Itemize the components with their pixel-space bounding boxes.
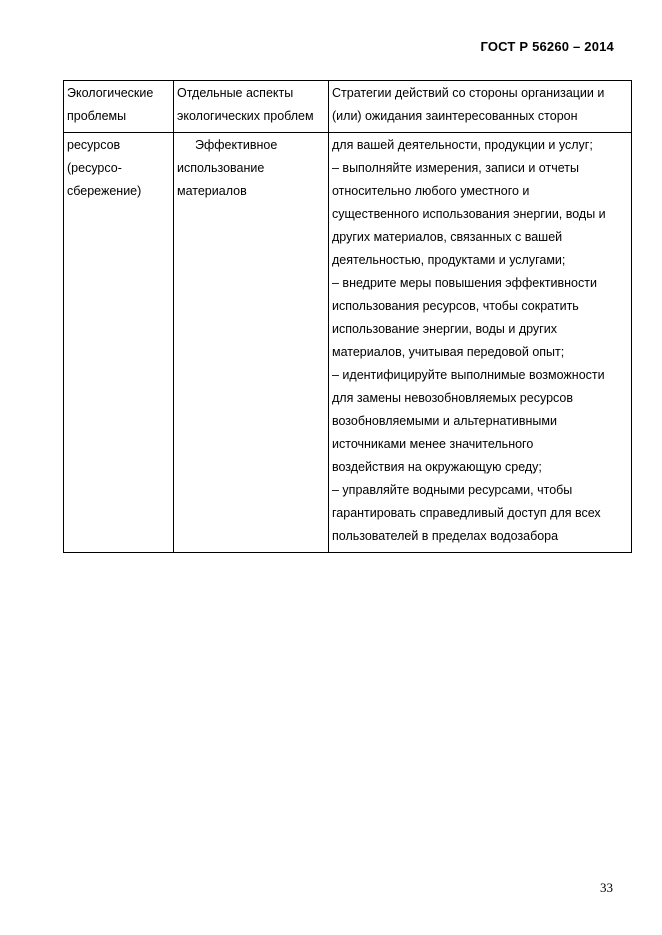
header-cell-line: экологических проблем [177, 109, 314, 123]
header-cell-line: Экологические [67, 86, 154, 100]
header-cell-environmental-issues [64, 81, 174, 133]
header-cell-issue-aspects [174, 81, 329, 133]
header-cell-line: (или) ожидания заинтересованных сторон [332, 109, 578, 123]
strategy-line: – управляйте водными ресурсами, чтобы [332, 483, 573, 497]
body-cell-line: сбережение) [67, 184, 142, 198]
strategy-line: деятельностью, продуктами и услугами; [332, 253, 566, 267]
strategy-line: гарантировать справедливый доступ для всех [332, 506, 601, 520]
page-number: 33 [600, 880, 613, 895]
strategy-line: – внедрите меры повышения эффективности [332, 276, 597, 290]
body-cell-line: ресурсов [67, 138, 121, 152]
body-cell-aspect [174, 133, 329, 553]
environmental-issues-table [63, 80, 632, 553]
strategy-line: для вашей деятельности, продукции и услуг; [332, 138, 593, 152]
strategy-line: для замены невозобновляемых ресурсов [332, 391, 574, 405]
strategy-line: использование энергии, воды и других [332, 322, 557, 336]
header-cell-line: проблемы [67, 109, 127, 123]
body-cell-issue [64, 133, 174, 553]
table-header-row [64, 81, 632, 133]
strategy-line: – выполняйте измерения, записи и отчеты [332, 161, 579, 175]
strategy-line: материалов, учитывая передовой опыт; [332, 345, 565, 359]
strategy-line: существенного использования энергии, воды и [332, 207, 606, 221]
strategy-line: источниками менее значительного [332, 437, 534, 451]
strategy-line: относительно любого уместного и [332, 184, 530, 198]
body-cell-strategies [329, 133, 632, 553]
header-cell-line: Отдельные аспекты [177, 86, 294, 100]
document-standard-code: ГОСТ Р 56260 – 2014 [480, 39, 614, 54]
strategy-line: использования ресурсов, чтобы сократить [332, 299, 579, 313]
table-body-row [64, 133, 632, 553]
body-cell-line: Эффективное [195, 138, 278, 152]
strategy-line: пользователей в пределах водозабора [332, 529, 559, 543]
strategy-line: – идентифицируйте выполнимые возможности [332, 368, 605, 382]
strategy-line: воздействия на окружающую среду; [332, 460, 542, 474]
strategy-line: других материалов, связанных с вашей [332, 230, 563, 244]
header-cell-line: Стратегии действий со стороны организации и [332, 86, 605, 100]
body-cell-line: (ресурсо- [67, 161, 122, 175]
strategy-line: возобновляемыми и альтернативными [332, 414, 557, 428]
body-cell-line: использование [177, 161, 265, 175]
body-cell-line: материалов [177, 184, 247, 198]
header-cell-strategies [329, 81, 632, 133]
